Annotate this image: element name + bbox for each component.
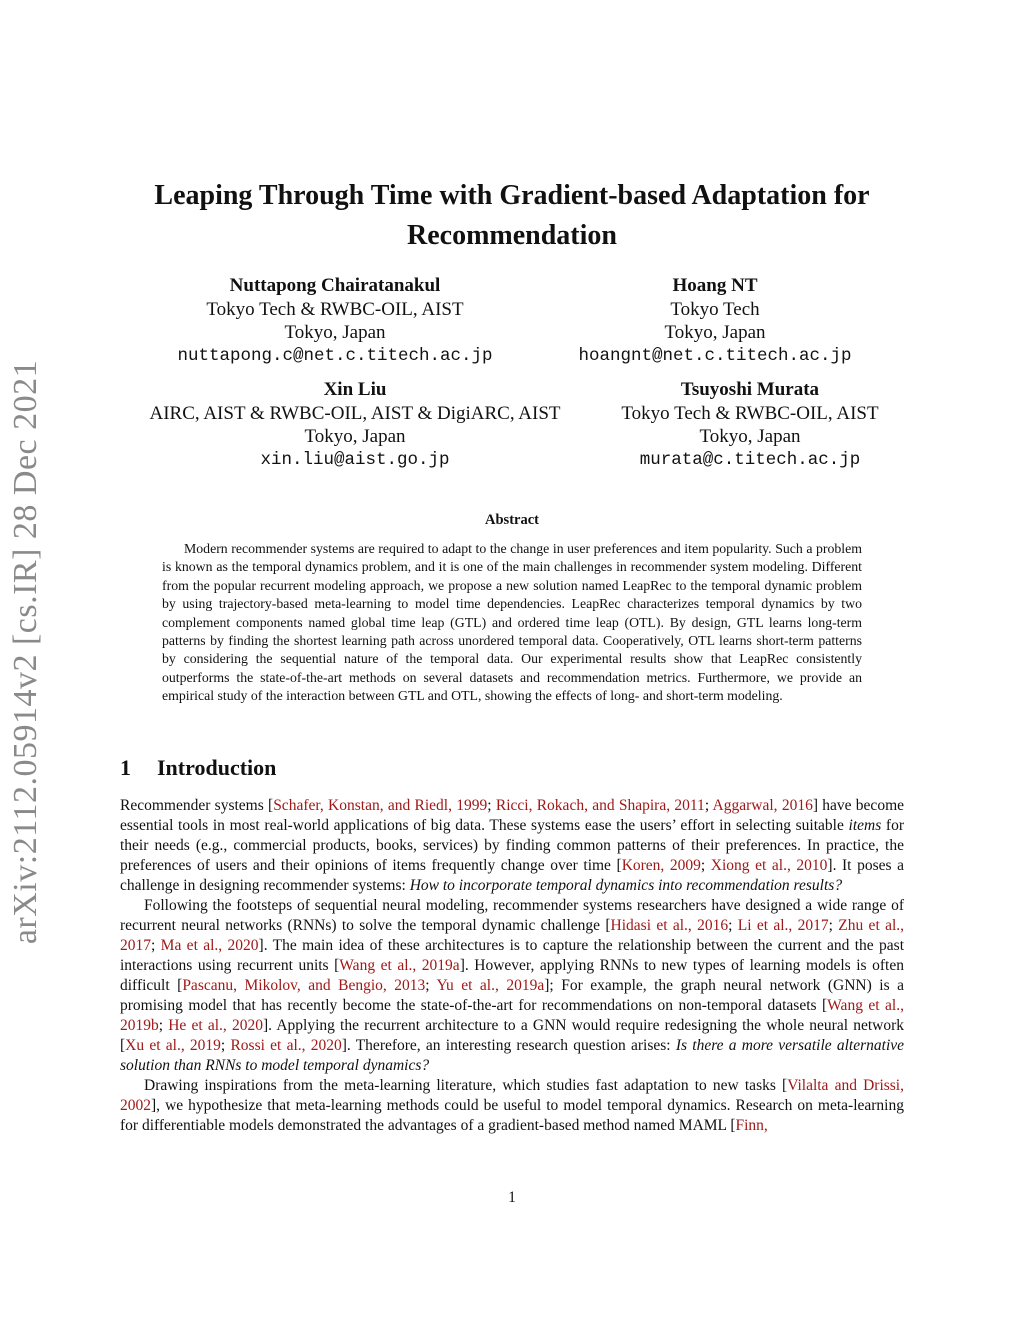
body-text: ; bbox=[425, 977, 437, 994]
body-text: ; bbox=[487, 797, 496, 814]
citation-link[interactable]: Li et al., 2017 bbox=[737, 917, 829, 934]
section-title: Introduction bbox=[157, 755, 277, 780]
body-text: for their needs (e.g., commercial products, books, services) by finding common patterns of their preferences. In practice, the preferences of users and their opinions of items frequently change over time [ bbox=[120, 817, 904, 874]
author-location: Tokyo, Japan bbox=[664, 322, 766, 343]
body-text: ; bbox=[728, 917, 738, 934]
body-text: ]. The main idea of these architectures is to capture the relationship between the current and the past interactions using recurrent units [ bbox=[120, 937, 904, 974]
citation-link[interactable]: Xiong et al., 2010 bbox=[710, 857, 828, 874]
abstract-text: Modern recommender systems are required to adapt to the change in user preferences and item popularity. Such a problem is known as the temporal dynamics problem, and it is one of the main challenges in recommender system modeling. Different from the popular recurrent modeling approach, we propose a new solution named LeapRec to the temporal dynamic problem by using trajectory-based meta-learning to model time dependencies. LeapRec characterizes temporal dynamics by two complement components named global time leap (GTL) and ordered time leap (OTL). By design, GTL learns long-term patterns by finding the shortest learning path across unordered temporal data. Cooperatively, OTL learns short-term patterns by considering the sequential nature of the temporal data. Our experimental results show that LeapRec consistently outperforms the state-of-the-art methods on several datasets and recommendation metrics. Furthermore, we provide an empirical study of the interaction between GTL and OTL, showing the effects of long- and short-term modeling. bbox=[162, 541, 862, 704]
author-email[interactable]: murata@c.titech.ac.jp bbox=[639, 449, 861, 470]
citation-link[interactable]: Vilalta and Drissi, 2002 bbox=[120, 1077, 904, 1114]
body-text: Recommender systems [ bbox=[120, 797, 274, 814]
citation-link[interactable]: He et al., 2020 bbox=[168, 1017, 263, 1034]
body-text: ], we hypothesize that meta-learning methods could be useful to model temporal dynamics. Research on meta-learning for differentiable models demonstrated the advantages of a gradient-based method named MAML [ bbox=[120, 1097, 904, 1134]
author-affiliation: Tokyo Tech bbox=[670, 298, 760, 320]
author-name: Nuttapong Chairatanakul bbox=[229, 275, 441, 296]
author-affiliation: AIRC, AIST & RWBC-OIL, AIST & DigiARC, AIST bbox=[149, 402, 561, 424]
body-text: ] have become essential tools in most real-world applications of big data. These systems ease the users’ effort in selecting suitable bbox=[120, 797, 904, 834]
body-text: ]. Applying the recurrent architecture to a GNN would require redesigning the whole neural network [ bbox=[120, 1017, 904, 1054]
citation-link[interactable]: Rossi et al., 2020 bbox=[230, 1037, 342, 1054]
body-text: ]. Therefore, an interesting research question arises: bbox=[341, 1037, 676, 1054]
author-block bbox=[140, 274, 530, 368]
author-location: Tokyo, Japan bbox=[699, 426, 801, 447]
citation-link[interactable]: Hidasi et al., 2016 bbox=[610, 917, 729, 934]
body-text: ]; For example, the graph neural network (GNN) is a promising model that has recently become the state-of-the-art for recommendations on non-temporal datasets [ bbox=[120, 977, 904, 1014]
body-paragraph bbox=[120, 1076, 904, 1136]
body-text: ]. However, applying RNNs to new types of learning models is often difficult [ bbox=[120, 957, 904, 994]
author-name: Xin Liu bbox=[323, 379, 387, 400]
author-block bbox=[600, 378, 900, 472]
body-text: Drawing inspirations from the meta-learning literature, which studies fast adaptation to new tasks [ bbox=[144, 1077, 788, 1094]
body-text: Following the footsteps of sequential neural modeling, recommender systems researchers have designed a wide range of recurrent neural networks (RNNs) to solve the temporal dynamic challenge [ bbox=[120, 897, 904, 934]
author-name: Tsuyoshi Murata bbox=[680, 379, 820, 400]
section-heading bbox=[120, 753, 276, 783]
author-name: Hoang NT bbox=[672, 275, 758, 296]
citation-link[interactable]: Ricci, Rokach, and Shapira, 2011 bbox=[495, 797, 705, 814]
paper-title: Leaping Through Time with Gradient-based Adaptation for Recommendation bbox=[154, 180, 870, 251]
body-text: ; bbox=[704, 797, 713, 814]
citation-link[interactable]: Koren, 2009 bbox=[621, 857, 701, 874]
citation-link[interactable]: Pascanu, Mikolov, and Bengio, 2013 bbox=[182, 977, 426, 994]
body-paragraph bbox=[120, 796, 904, 896]
section-number: 1 bbox=[120, 755, 131, 780]
body-text: ]. It poses a challenge in designing recommender systems: bbox=[120, 857, 904, 894]
author-location: Tokyo, Japan bbox=[304, 426, 406, 447]
citation-link[interactable]: Wang et al., 2019a bbox=[339, 957, 460, 974]
citation-link[interactable]: Wang et al., 2019b bbox=[120, 997, 904, 1034]
author-email[interactable]: nuttapong.c@net.c.titech.ac.jp bbox=[177, 345, 493, 366]
introduction-body bbox=[120, 796, 904, 1136]
citation-link[interactable]: Aggarwal, 2016 bbox=[712, 797, 813, 814]
citation-link[interactable]: Xu et al., 2019 bbox=[125, 1037, 221, 1054]
author-block bbox=[120, 378, 590, 472]
body-text: ; bbox=[151, 937, 161, 954]
emphasized-text: items bbox=[848, 817, 882, 834]
page-number: 1 bbox=[508, 1189, 516, 1206]
emphasized-text: How to incorporate temporal dynamics into recommendation results? bbox=[409, 877, 843, 894]
author-email[interactable]: hoangnt@net.c.titech.ac.jp bbox=[578, 345, 852, 366]
author-affiliation: Tokyo Tech & RWBC-OIL, AIST bbox=[621, 402, 879, 424]
citation-link[interactable]: Zhu et al., 2017 bbox=[120, 917, 905, 954]
citation-link[interactable]: Schafer, Konstan, and Riedl, 1999 bbox=[273, 797, 488, 814]
arxiv-identifier-stamp: arXiv:2112.05914v2 [cs.IR] 28 Dec 2021 bbox=[7, 359, 44, 945]
author-email[interactable]: xin.liu@aist.go.jp bbox=[260, 449, 450, 470]
body-paragraph bbox=[120, 896, 904, 1076]
body-text: ; bbox=[158, 1017, 169, 1034]
author-affiliation: Tokyo Tech & RWBC-OIL, AIST bbox=[206, 298, 464, 320]
author-location: Tokyo, Japan bbox=[284, 322, 386, 343]
author-block bbox=[550, 274, 880, 368]
body-text: ; bbox=[700, 857, 711, 874]
emphasized-text: Is there a more versatile alternative solution than RNNs to model temporal dynamics? bbox=[120, 1037, 905, 1074]
body-text: ; bbox=[220, 1037, 231, 1054]
citation-link[interactable]: Finn, bbox=[735, 1117, 768, 1134]
abstract-heading: Abstract bbox=[485, 512, 539, 528]
citation-link[interactable]: Ma et al., 2020 bbox=[160, 937, 259, 954]
citation-link[interactable]: Yu et al., 2019a bbox=[436, 977, 545, 994]
body-text: ; bbox=[828, 917, 839, 934]
